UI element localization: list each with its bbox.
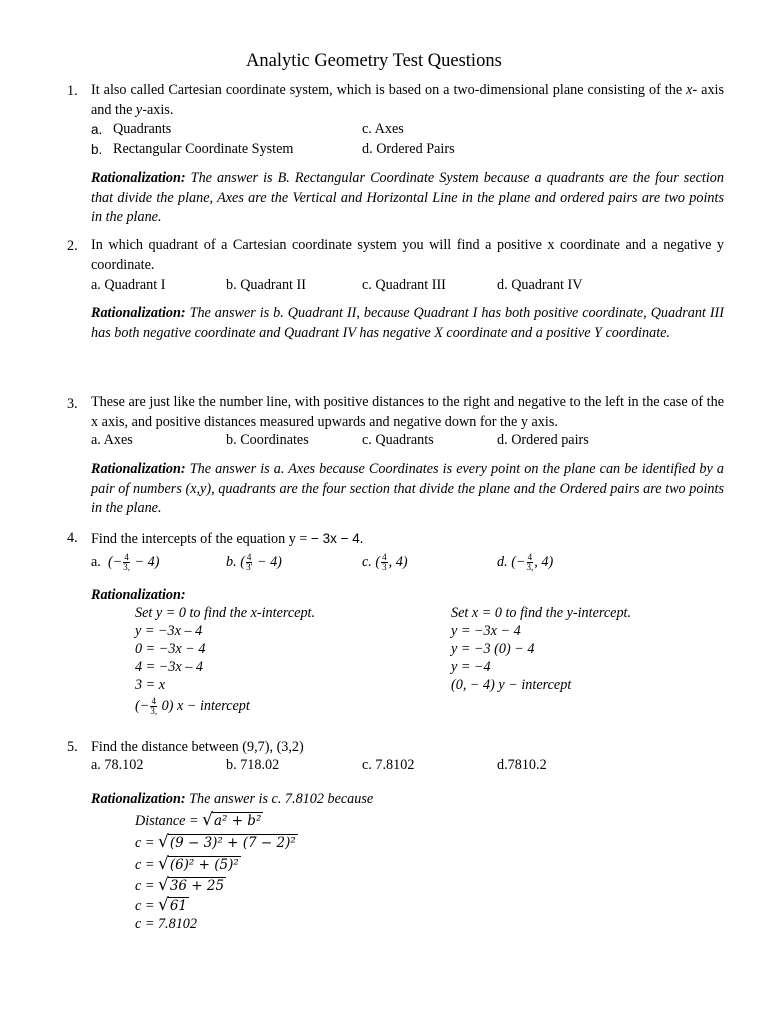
- q4-left-step-6-fraction: [150, 697, 157, 716]
- q4-left-step-6: [135, 697, 250, 716]
- q5-step-2-pre: c =: [135, 835, 158, 851]
- q4-option-a: [91, 553, 160, 572]
- q5-step-4-radicand: 36 + 25: [169, 878, 225, 894]
- q4-option-d-fraction: [527, 553, 534, 572]
- q1-text-d: -axis.: [142, 101, 174, 118]
- q3-option-d: d. Ordered pairs: [497, 432, 589, 448]
- q4-option-b-label: b. (: [226, 553, 245, 570]
- q4-option-c-post: , 4): [388, 553, 408, 570]
- q4-right-step-2: y = −3x − 4: [451, 623, 521, 639]
- q3-number: 3.: [67, 396, 78, 412]
- q4-equation: − 3x − 4: [310, 531, 360, 546]
- q5-step-1-radicand: a² + b²: [213, 813, 262, 829]
- q4-option-a-fraction: [123, 553, 130, 572]
- q5-rationalization: [91, 791, 373, 808]
- fraction-numerator: 4: [527, 552, 533, 562]
- q4-left-step-3: 0 = −3x − 4: [135, 641, 206, 657]
- q4-left-step-1: Set y = 0 to find the x-intercept.: [135, 605, 316, 621]
- q1-number: 1.: [67, 83, 78, 99]
- fraction-numerator: 4: [124, 552, 129, 562]
- q1-question: [91, 81, 724, 120]
- fraction-denominator: 3,: [123, 562, 131, 572]
- q4-option-c-fraction: [381, 553, 388, 572]
- q1-option-c: c. Axes: [362, 121, 404, 137]
- q4-option-c-label: c. (: [362, 553, 381, 570]
- q5-step-4: [135, 877, 226, 895]
- page-title: Analytic Geometry Test Questions: [246, 51, 502, 71]
- q2-question: In which quadrant of a Cartesian coordinate system you will find a positive x coordinate and a negative y coordinate.: [91, 237, 724, 273]
- q1-option-b: Rectangular Coordinate System: [113, 141, 294, 157]
- q4-question: [91, 530, 363, 548]
- q1-option-a-letter: a.: [91, 122, 103, 137]
- q5-step-1-pre: Distance =: [135, 813, 203, 829]
- q5-step-3-pre: c =: [135, 857, 158, 873]
- q1-text-a: It also called Cartesian coordinate system, which is based on a two-dimensional plane consisting of the: [91, 82, 687, 98]
- q4-right-step-1: Set x = 0 to find the y-intercept.: [451, 605, 632, 621]
- square-root-icon: √: [157, 854, 169, 874]
- q5-step-2: [135, 834, 298, 852]
- q4-option-b-fraction: [246, 553, 253, 572]
- q4-option-a-post: − 4): [131, 553, 160, 570]
- q2-option-c: c. Quadrant III: [362, 277, 446, 293]
- q5-option-c: c. 7.8102: [362, 757, 415, 773]
- q1-option-a: Quadrants: [113, 121, 172, 137]
- fraction-numerator: 4: [151, 696, 156, 706]
- q4-option-d-label: d. (−: [497, 553, 526, 570]
- q4-number: 4.: [67, 530, 78, 546]
- q4-option-a-pre: (−: [107, 553, 123, 570]
- q3-rationalization-text: The answer is a. Axes because Coordinates is every point on the plane can be identified by a pair of numbers (x,y), quadrants are the four section that divide the plane and the Ordered pairs are two points in the plane.: [91, 461, 724, 516]
- q3-question: These are just like the number line, with positive distances to the right and negative to the left in the case of the x axis, and positive distances measured upwards and negative down for the y axis.: [91, 394, 724, 430]
- fraction-numerator: 4: [246, 552, 252, 562]
- q5-step-4-pre: c =: [135, 878, 158, 894]
- q5-step-1: [135, 812, 263, 830]
- q1-rationalization-label: Rationalization:: [91, 170, 186, 186]
- q4-option-d-post: , 4): [534, 553, 554, 570]
- fraction-denominator: 3,: [150, 706, 158, 716]
- q4-left-step-2: y = −3x – 4: [135, 623, 203, 639]
- q4-right-step-3: y = −3 (0) − 4: [451, 641, 535, 657]
- q5-step-3-radicand: (6)² + (5)²: [169, 857, 239, 873]
- q5-rationalization-label: Rationalization:: [91, 791, 186, 807]
- q2-option-d: d. Quadrant IV: [497, 277, 583, 293]
- q5-step-5-pre: c =: [135, 898, 158, 914]
- q4-left-step-6-post: 0) x − intercept: [158, 697, 250, 714]
- q4-left-step-5: 3 = x: [135, 677, 166, 693]
- q1-rationalization: [91, 169, 724, 228]
- q3-option-c: c. Quadrants: [362, 432, 434, 448]
- q5-step-3: [135, 856, 241, 874]
- q3-rationalization: [91, 460, 724, 519]
- q2-number: 2.: [67, 238, 78, 254]
- q5-option-a: a. 78.102: [91, 757, 144, 773]
- q4-right-step-4: y = −4: [451, 659, 491, 675]
- fraction-numerator: 4: [382, 552, 387, 562]
- q5-option-b: b. 718.02: [226, 757, 280, 773]
- fraction-denominator: 3': [246, 562, 253, 572]
- q5-rationalization-text: The answer is c. 7.8102 because: [185, 791, 374, 807]
- q5-step-2-radicand: (9 − 3)² + (7 − 2)²: [169, 835, 296, 851]
- q4-equation-end: .: [359, 531, 364, 547]
- q2-rationalization: [91, 304, 724, 343]
- q3-option-b: b. Coordinates: [226, 432, 309, 448]
- q4-option-b-post: − 4): [253, 553, 282, 570]
- q4-option-c: [362, 553, 408, 572]
- q4-left-step-6-pre: (−: [135, 697, 150, 714]
- q5-step-6: c = 7.8102: [135, 916, 197, 932]
- q1-rationalization-text: The answer is B. Rectangular Coordinate System because a quadrants are the four section that divide the plane, Axes are the Vertical and Horizontal Line in the plane and ordered pairs are two points in the plane.: [91, 170, 724, 225]
- q4-left-step-4: 4 = −3x – 4: [135, 659, 204, 675]
- q2-rationalization-text: The answer is b. Quadrant II, because Quadrant I has both positive coordinate, Quadrant III has both negative coordinate and Quadrant IV has negative X coordinate and a positive Y coordinate.: [91, 305, 724, 341]
- q1-option-b-letter: b.: [91, 142, 103, 157]
- q5-number: 5.: [67, 739, 78, 755]
- q2-option-a: a. Quadrant I: [91, 277, 166, 293]
- q1-text-c: axis and the: [91, 82, 724, 118]
- q5-step-5-radicand: 61: [169, 898, 187, 914]
- square-root-icon: √: [157, 875, 169, 895]
- q1-text-b: -: [692, 82, 698, 98]
- q3-option-a: a. Axes: [91, 432, 133, 448]
- q5-step-5: [135, 897, 189, 915]
- square-root-icon: √: [202, 810, 213, 830]
- square-root-icon: √: [157, 895, 169, 915]
- q2-option-b: b. Quadrant II: [226, 277, 306, 293]
- q1-text-y: y: [135, 101, 143, 118]
- q2-rationalization-label: Rationalization:: [91, 305, 186, 321]
- q4-rationalization-label: Rationalization:: [91, 587, 186, 603]
- q5-option-d: d.7810.2: [497, 757, 547, 773]
- q4-option-d: [497, 553, 553, 572]
- q4-option-a-label: a.: [91, 553, 101, 570]
- q1-text-x: x: [686, 82, 693, 98]
- q1-option-d: d. Ordered Pairs: [362, 141, 455, 157]
- q4-question-text: Find the intercepts of the equation y =: [91, 531, 311, 547]
- fraction-denominator: 3,: [526, 562, 534, 572]
- q5-question: Find the distance between (9,7), (3,2): [91, 739, 304, 755]
- q4-right-step-5: (0, − 4) y − intercept: [451, 677, 572, 693]
- q3-rationalization-label: Rationalization:: [91, 461, 186, 477]
- fraction-denominator: 3: [382, 562, 387, 572]
- q4-option-b: [226, 553, 282, 572]
- square-root-icon: √: [157, 832, 169, 852]
